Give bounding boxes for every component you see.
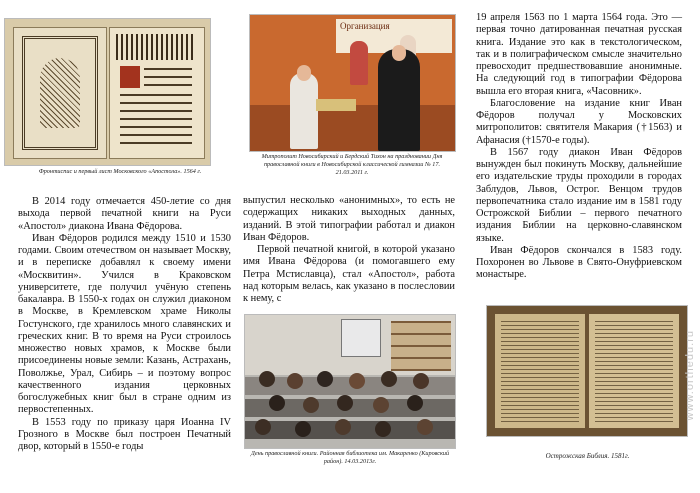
paragraph: Иван Фёдоров родился между 1510 и 1530 годами. Своим отечеством он называет Москву, и в переписке добавлял к своему имени «Москвитин». Учился в Краковском университете, где получил учёную степень бакалавра. В 1550-х годах он служил диаконом в Москве, в Кремлевском храме Николы Гостунского, где хранилось много славянских и греческих книг. В то время на Руси строилось множество новых храмов, к Москве были присоединены новые земли: Казань, Астрахань, Поволжье, Урал, Сибирь – и поэтому вопрос качественного издания церковных богослужебных книг был в стране одним из первостепенных. (18, 232, 231, 416)
person-figure-icon (350, 41, 368, 85)
library-photo (244, 314, 456, 449)
col2-text (243, 195, 455, 305)
bible-photo-caption: Острожская Библия. 1581г. (545, 452, 630, 460)
paragraph: Благословение на издание книг Иван Фёдоров получал у Московских митрополитов: святителя Макария (†1563) и Афанасия (†1570-е годы). (476, 97, 682, 146)
paragraph: выпустил несколько «анонимных», то есть не содержащих никаких выходных данных, изданий. В этой типографии работал и диакон Иван Фёдоров. (243, 195, 455, 243)
paragraph: 19 апреля 1563 по 1 марта 1564 года. Это — первая точно датированная печатная русская книга. Издание это как в текстологическом, так и в полиграфическом смысле значительно превосходит предшествовавшие анонимные. На следующий год в типографии Фёдорова вышла его вторая книга, «Часовник». (476, 12, 682, 97)
bible-left-page (495, 314, 585, 428)
evangelist-figure-icon (40, 58, 80, 128)
apostol-book-photo (4, 18, 211, 166)
bookshelf-icon (391, 321, 451, 371)
initial-letter-icon (120, 66, 140, 88)
paragraph: В 2014 году отмечается 450-летие со дня выхода первой печатной книги на Руси «Апостол» диакона Ивана Фёдорова. (18, 196, 231, 232)
student-figure-icon (290, 73, 318, 149)
col1-text (18, 196, 231, 453)
gift-book-icon (316, 99, 356, 111)
projector-screen-icon (341, 319, 381, 357)
paragraph: Первой печатной книгой, в которой указано имя Ивана Фёдорова (и помогавшего ему Петра Мстиславца), стал «Апостол», работа над которым велась, как указано в послесловии к нему, с (243, 244, 455, 304)
first-page (109, 27, 205, 159)
book-photo-caption: Фронтиспис и первый лист Московского «Апостола». 1564 г. (38, 168, 202, 175)
watermark: www.orthedu.ru (684, 330, 696, 421)
frontispiece-page (13, 27, 107, 159)
paragraph: В 1567 году диакон Иван Фёдоров вынужден был покинуть Москву, дальнейшие его издательские труды проходили в городах Заблудов, Львов, Острог. Венцом трудов первопечатника стало издание им в 1581 году Острожской Библии – первого печатного издания Библии на церковно-славянском языке. (476, 146, 682, 244)
paragraph: Иван Фёдоров скончался в 1583 году. Похоронен во Львове в Свято-Онуфриевском монастыре. (476, 244, 682, 281)
banner-text: Организация (340, 21, 390, 31)
ostrog-bible-photo (486, 305, 688, 437)
bible-right-page (589, 314, 679, 428)
col3-text (476, 12, 682, 282)
ornament-icon (116, 34, 196, 60)
ceremony-photo (249, 14, 456, 152)
paragraph: В 1553 году по приказу царя Иоанна IV Грозного в Москве был построен Печатный двор, который в 1550-е годы (18, 416, 231, 452)
metropolitan-figure-icon (378, 49, 420, 151)
library-photo-caption: День православной книги. Районная библиотека им. Макаренко (Кировский район). 14.03.2013г. (250, 450, 450, 465)
ceremony-photo-caption: Митрополит Новосибирский и Бердский Тихон на праздновании Дня православной книги в Новосибирской классической гимназии № 17. 21.03.2011 г. (261, 153, 443, 176)
